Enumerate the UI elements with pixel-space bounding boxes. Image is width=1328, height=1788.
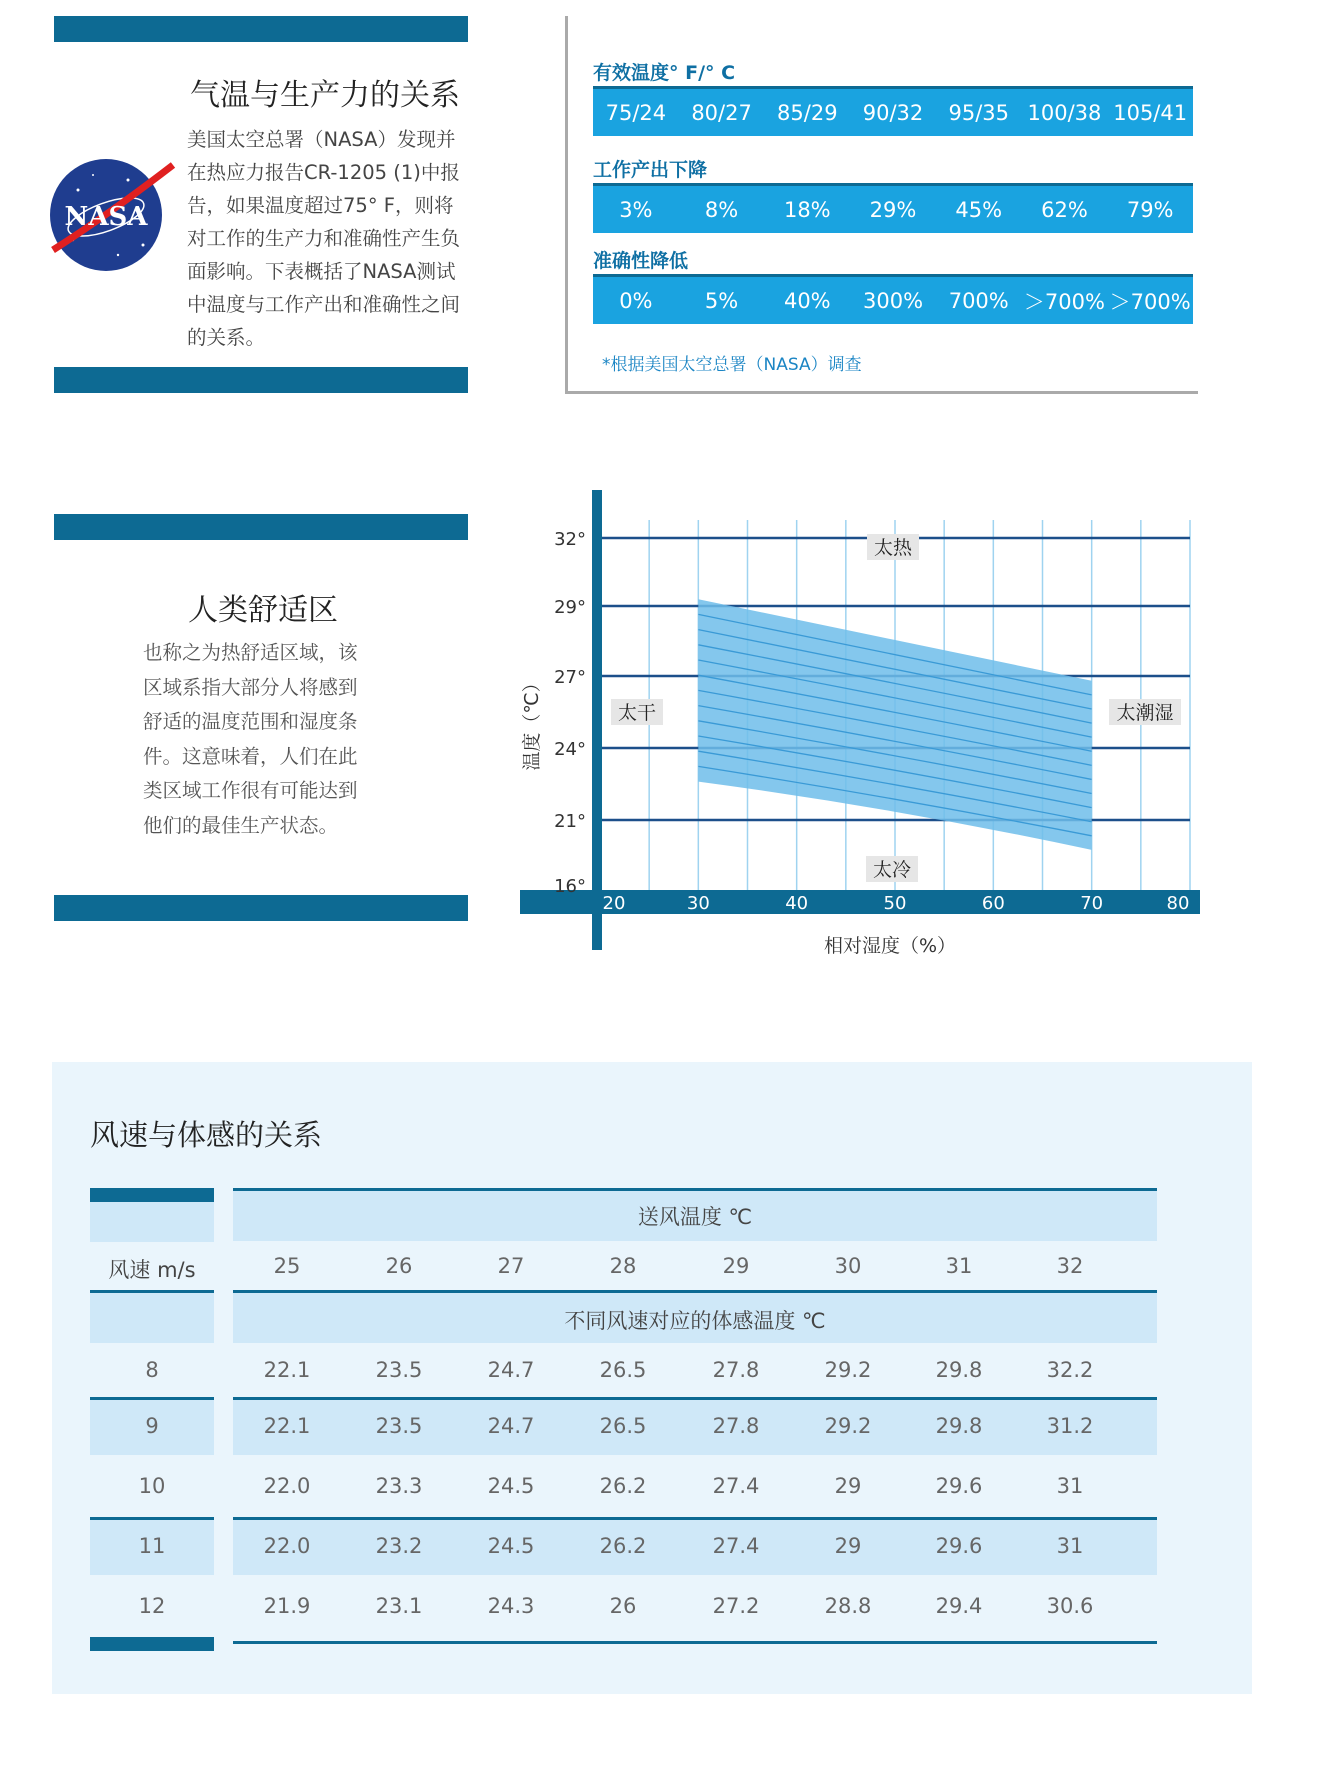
x-tick-label: 80 bbox=[1166, 893, 1190, 914]
left-header-cell-2 bbox=[90, 1293, 214, 1343]
section2-body-line: 件。这意味着，人们在此 bbox=[143, 744, 358, 768]
feel-temp-cell: 27.2 bbox=[712, 1594, 760, 1618]
section2-body-line: 他们的最佳生产状态。 bbox=[143, 813, 339, 837]
feel-temp-cell: 26.5 bbox=[599, 1358, 647, 1382]
feel-temp-cell: 24.3 bbox=[487, 1594, 535, 1618]
left-header-bar bbox=[90, 1188, 214, 1202]
section1-body-line: 面影响。下表概括了NASA测试 bbox=[187, 260, 456, 283]
nasa-logo-text: NASA bbox=[64, 202, 148, 232]
y-tick-label: 29° bbox=[554, 597, 586, 618]
supply-temp-cell: 30 bbox=[834, 1254, 862, 1278]
section1-bottom-bar bbox=[54, 367, 468, 393]
feel-temp-cell: 23.3 bbox=[375, 1474, 423, 1498]
table-note: *根据美国太空总署（NASA）调查 bbox=[602, 355, 862, 375]
feel-temp-cell: 29.6 bbox=[935, 1534, 983, 1558]
accuracy-label: 准确性降低 bbox=[593, 250, 689, 272]
section2-body bbox=[143, 636, 443, 843]
feel-temp-cell: 29.4 bbox=[935, 1594, 983, 1618]
feel-temp-cell: 22.0 bbox=[263, 1534, 311, 1558]
feel-temp-cell: 27.8 bbox=[712, 1414, 760, 1438]
x-axis-label: 相对湿度（%） bbox=[823, 935, 957, 957]
y-tick-label: 21° bbox=[554, 811, 586, 832]
accuracy-row bbox=[593, 274, 1193, 324]
bottom-line bbox=[233, 1641, 1157, 1644]
feel-temp-label: 不同风速对应的体感温度 ℃ bbox=[564, 1309, 826, 1333]
feel-temp-cell: 21.9 bbox=[263, 1594, 311, 1618]
supply-temp-cell: 28 bbox=[609, 1254, 637, 1278]
section3-title: 风速与体感的关系 bbox=[90, 1118, 323, 1152]
feel-temp-cell: 32.2 bbox=[1046, 1358, 1094, 1382]
temp-row bbox=[593, 86, 1193, 136]
left-header-cell bbox=[90, 1202, 214, 1242]
section1-body-line: 对工作的生产力和准确性产生负 bbox=[187, 227, 461, 250]
supply-temp-cell: 25 bbox=[273, 1254, 301, 1278]
feel-temp-cell: 27.4 bbox=[712, 1474, 760, 1498]
nasa-logo bbox=[48, 155, 178, 275]
wind-speed-cell: 11 bbox=[138, 1534, 166, 1558]
output-cell: 62% bbox=[1041, 197, 1088, 222]
feel-temp-cell: 26.2 bbox=[599, 1534, 647, 1558]
output-cell: 3% bbox=[619, 197, 653, 222]
section2-body-line: 区域系指大部分人将感到 bbox=[143, 675, 358, 699]
y-axis-label: 温度（℃） bbox=[521, 673, 543, 771]
feel-temp-cell: 29 bbox=[834, 1474, 862, 1498]
feel-temp-cell: 26.5 bbox=[599, 1414, 647, 1438]
x-tick-label: 30 bbox=[686, 893, 710, 914]
feel-temp-cell: 23.2 bbox=[375, 1534, 423, 1558]
section1-body-line: 告，如果温度超过75° F，则将 bbox=[187, 194, 454, 217]
supply-temp-cell: 29 bbox=[722, 1254, 750, 1278]
supply-temp-label: 送风温度 ℃ bbox=[637, 1205, 753, 1229]
feel-temp-cell: 29.8 bbox=[935, 1414, 983, 1438]
feel-temp-cell: 23.1 bbox=[375, 1594, 423, 1618]
feel-temp-cell: 31.2 bbox=[1046, 1414, 1094, 1438]
feel-temp-cell: 29.2 bbox=[824, 1414, 872, 1438]
y-axis bbox=[592, 490, 602, 950]
output-cell: 45% bbox=[955, 197, 1003, 222]
feel-temp-cell: 29.6 bbox=[935, 1474, 983, 1498]
temp-cell: 100/38 bbox=[1027, 100, 1102, 125]
feel-temp-cell: 22.0 bbox=[263, 1474, 311, 1498]
temp-cell: 80/27 bbox=[691, 100, 752, 125]
feel-temp-cell: 23.5 bbox=[375, 1358, 423, 1382]
accuracy-cell: ＞700% bbox=[1109, 289, 1191, 314]
annotation-too-cold: 太冷 bbox=[872, 859, 912, 881]
output-row bbox=[593, 183, 1193, 233]
supply-temp-cell: 31 bbox=[945, 1254, 973, 1278]
x-tick-label: 70 bbox=[1080, 893, 1104, 914]
feel-temp-cell: 27.4 bbox=[712, 1534, 760, 1558]
temp-cell: 75/24 bbox=[605, 100, 667, 125]
wind-speed-label: 风速 m/s bbox=[108, 1258, 196, 1282]
output-label: 工作产出下降 bbox=[593, 159, 708, 181]
section2-body-line: 类区域工作很有可能达到 bbox=[143, 779, 358, 802]
feel-temp-cell: 24.7 bbox=[487, 1414, 535, 1438]
comfort-zone-chart bbox=[520, 490, 1200, 960]
output-cell: 8% bbox=[704, 197, 739, 222]
feel-temp-cell: 30.6 bbox=[1046, 1594, 1094, 1618]
feel-temp-cell: 22.1 bbox=[263, 1358, 311, 1382]
temp-cell: 90/32 bbox=[862, 100, 924, 125]
wind-speed-cell: 10 bbox=[138, 1474, 166, 1498]
output-cell: 18% bbox=[783, 197, 831, 222]
temp-cell: 85/29 bbox=[777, 100, 838, 125]
feel-temp-cell: 29 bbox=[834, 1534, 862, 1558]
accuracy-cell: 0% bbox=[619, 288, 653, 313]
accuracy-cell: 5% bbox=[704, 288, 739, 313]
section1-body bbox=[187, 123, 487, 354]
feel-temp-cell: 26 bbox=[609, 1594, 637, 1618]
y-tick-label: 16° bbox=[554, 876, 586, 897]
temp-label: 有效温度° F/° C bbox=[593, 62, 736, 84]
section2-body-line: 也称之为热舒适区域，该 bbox=[143, 641, 358, 664]
x-tick-label: 40 bbox=[785, 893, 809, 914]
y-tick-label: 27° bbox=[554, 667, 586, 688]
accuracy-cell: 40% bbox=[783, 288, 831, 313]
wind-speed-cell: 8 bbox=[145, 1358, 159, 1382]
output-cell: 29% bbox=[869, 197, 917, 222]
wind-speed-cell: 9 bbox=[145, 1414, 159, 1438]
section1-top-bar bbox=[54, 16, 468, 42]
temp-cell: 95/35 bbox=[948, 100, 1009, 125]
section1-body-line: 在热应力报告CR-1205 (1)中报 bbox=[187, 161, 460, 184]
feel-temp-cell: 24.5 bbox=[487, 1534, 535, 1558]
feel-temp-cell: 24.5 bbox=[487, 1474, 535, 1498]
output-cell: 79% bbox=[1126, 197, 1174, 222]
section2-top-bar bbox=[54, 514, 468, 540]
feel-temp-cell: 31 bbox=[1056, 1534, 1084, 1558]
feel-temp-cell: 27.8 bbox=[712, 1358, 760, 1382]
feel-temp-cell: 24.7 bbox=[487, 1358, 535, 1382]
section1-body-line: 中温度与工作产出和准确性之间 bbox=[187, 293, 461, 316]
accuracy-cell: ＞700% bbox=[1023, 289, 1105, 314]
x-tick-label: 20 bbox=[602, 893, 626, 914]
supply-temp-cell: 32 bbox=[1056, 1254, 1084, 1278]
accuracy-cell: 300% bbox=[862, 288, 924, 313]
wind-speed-cell: 12 bbox=[138, 1594, 166, 1618]
x-tick-label: 50 bbox=[883, 893, 907, 914]
annotation-too-humid: 太潮湿 bbox=[1116, 702, 1174, 724]
supply-temp-cell: 27 bbox=[497, 1254, 525, 1278]
section2-body-line: 舒适的温度范围和湿度条 bbox=[143, 710, 358, 733]
supply-temp-cell: 26 bbox=[385, 1254, 413, 1278]
x-tick-label: 60 bbox=[981, 893, 1005, 914]
section1-title: 气温与生产力的关系 bbox=[190, 78, 460, 113]
feel-temp-cell: 29.8 bbox=[935, 1358, 983, 1382]
y-tick-label: 32° bbox=[554, 529, 586, 550]
section1-body-line: 美国太空总署（NASA）发现并 bbox=[187, 128, 456, 151]
section2-bottom-bar bbox=[54, 895, 468, 921]
feel-temp-cell: 22.1 bbox=[263, 1414, 311, 1438]
feel-temp-cell: 23.5 bbox=[375, 1414, 423, 1438]
feel-temp-cell: 28.8 bbox=[824, 1594, 872, 1618]
left-footer-bar bbox=[90, 1637, 214, 1651]
y-tick-label: 24° bbox=[554, 739, 586, 760]
feel-temp-cell: 29.2 bbox=[824, 1358, 872, 1382]
feel-temp-cell: 26.2 bbox=[599, 1474, 647, 1498]
temp-cell: 105/41 bbox=[1113, 100, 1188, 125]
section2-title: 人类舒适区 bbox=[188, 593, 338, 628]
accuracy-cell: 700% bbox=[948, 288, 1009, 313]
feel-temp-cell: 31 bbox=[1056, 1474, 1084, 1498]
section1-body-line: 的关系。 bbox=[187, 326, 266, 349]
annotation-too-hot: 太热 bbox=[873, 537, 913, 559]
annotation-too-dry: 太干 bbox=[617, 702, 657, 724]
